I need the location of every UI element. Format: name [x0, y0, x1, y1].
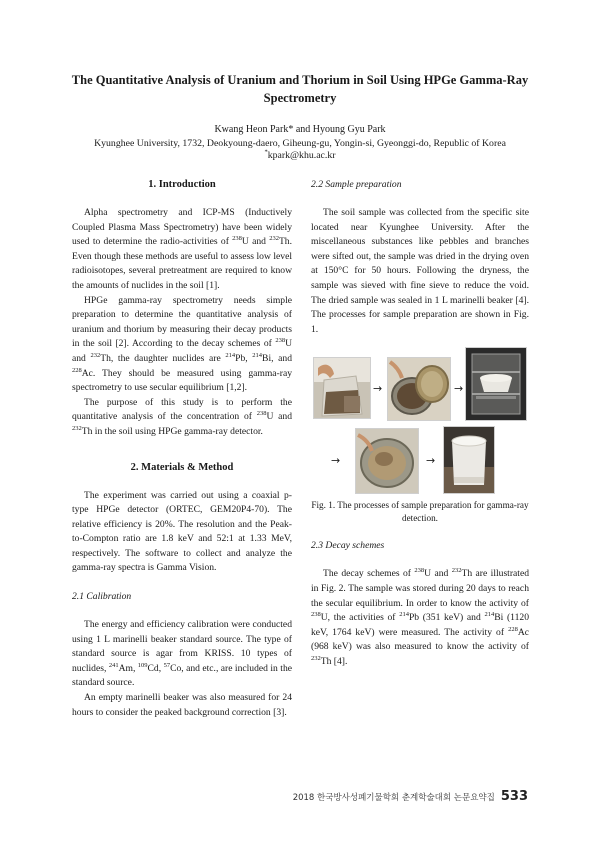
author-list: Kwang Heon Park* and Hyoung Gyu Park — [214, 124, 386, 135]
email-address: kpark@khu.ac.kr — [267, 150, 336, 161]
sieved-soil-photo — [355, 428, 419, 494]
decay-heading: 2.3 Decay schemes — [311, 540, 385, 552]
intro-paragraph-2: HPGe gamma-ray spectrometry needs simple preparation to determine the quantitative analysis of uranium and thorium by measuring their decay products in the soil [2]. According to the decay schemes of $^{238}$U and $^{232}$Th, the daughter nuclides are $^{214}$Pb, $^{214}$Bi, and $^{228}$Ac. They should be measured using gamma-ray spectrometry to use secular equilibrium [1,2]. — [72, 294, 292, 394]
calibration-paragraph-1: The energy and efficiency calibration were conducted using 1 L marinelli beaker standard source. The type of standard source is agar from KRISS. 10 types of nuclides, $^{241}$Am, $^{109}$Cd, $^{57}$Co, and etc., are included in the standard source. — [72, 619, 292, 689]
sample-heading: 2.2 Sample preparation — [311, 179, 402, 190]
methods-heading: 2. Materials & Method — [130, 461, 234, 473]
page-footer — [293, 789, 528, 804]
soil-bag-photo — [313, 357, 371, 419]
title-line-2: Spectrometry — [263, 91, 337, 105]
title-line-1: The Quantitative Analysis of Uranium and Thorium in Soil Using HPGe Gamma-Ray — [71, 73, 529, 87]
calibration-heading: 2.1 Calibration — [72, 591, 132, 603]
left-column — [72, 178, 292, 720]
paper-title — [60, 71, 540, 107]
drying-oven-photo — [465, 347, 527, 421]
decay-paragraph: The decay schemes of $^{238}$U and $^{232}$Th are illustrated in Fig. 2. The sample was stored during 20 days to reach the secular equilibrium. In order to know the activity of $^{238}$U, the activities of $^{214}$Pb (351 keV) and $^{214}$Bi (1120 keV, 1764 keV) were measured. The activity of $^{228}$Ac (968 keV) was also measured to know the activity of $^{232}$Th [4]. — [311, 567, 530, 667]
email-mark: * — [264, 148, 268, 156]
calibration-paragraph-2: An empty marinelli beaker was also measured for 24 hours to consider the peaked background correction [3]. — [72, 692, 292, 718]
conference-name: 2018 한국방사성폐기물학회 춘계학술대회 논문요약집 — [292, 793, 495, 803]
email-line — [40, 149, 560, 162]
right-column — [311, 178, 529, 670]
page-number: 533 — [500, 789, 528, 804]
intro-paragraph-1: Alpha spectrometry and ICP-MS (Inductively Coupled Plasma Mass Spectrometry) have been widely used to determine the radio-activities of $^{238}$U and $^{232}$Th. Even though these methods are useful to assess low level radioisotopes, several pretreatment are required to know the amounts of nuclides in the soil [1]. — [72, 207, 292, 291]
sieve-photo — [387, 357, 451, 421]
process-arrow-3: → — [331, 454, 341, 468]
intro-heading: 1. Introduction — [148, 179, 216, 190]
process-arrow-2: → — [454, 382, 464, 396]
marinelli-beaker-photo — [443, 426, 495, 494]
figure-1 — [311, 345, 529, 495]
figure-1-caption: Fig. 1. The processes of sample preparation for gamma-ray detection. — [311, 500, 529, 524]
methods-paragraph: The experiment was carried out using a coaxial p-type HPGe detector (ORTEC, GEM20P4-70). The relative efficiency is 20%. The resolution and the Peak-to-Compton ratio are 1.8 keV and 52:1 at 1.33 MeV, respectively. The software to collect and analyze the gamma-ray spectra is Gamma Vision. — [72, 489, 292, 574]
intro-paragraph-3: The purpose of this study is to perform the quantitative analysis of the concentration of $^{238}$U and $^{232}$Th in the soil using HPGe gamma-ray detector. — [72, 396, 292, 437]
sample-paragraph: The soil sample was collected from the specific site located near Kyunghee University. After the miscellaneous substances like pebbles and branches were sifted out, the sample was dried in the drying oven at 150°C for 50 hours. Following the dryness, the sample was sieved with fine sieve to reduce the void. The dried sample was sealed in 1 L marinelli beaker [4]. The processes for sample preparation are shown in Fig. 1. — [311, 207, 529, 335]
affiliation: Kyunghee University, 1732, Deokyoung-daero, Giheung-gu, Yongin-si, Gyeonggi-do, Republic of Korea — [94, 138, 506, 149]
process-arrow-4: → — [426, 454, 436, 468]
process-arrow-1: → — [373, 382, 383, 396]
